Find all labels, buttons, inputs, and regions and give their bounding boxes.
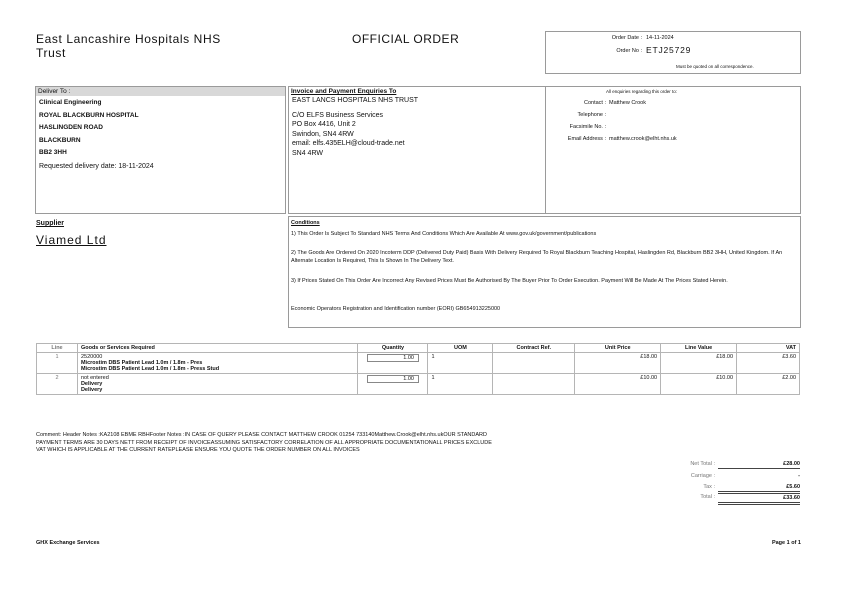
contact-label: Contact : <box>583 100 606 106</box>
col-header-goods: Goods or Services Required <box>77 344 358 353</box>
condition-1: 1) This Order Is Subject To Standard NHS Terms And Conditions Which Are Available At www.gov.uk/government/publications <box>291 231 597 237</box>
tax-label: Tax : <box>703 484 715 490</box>
col-header-line-value: Line Value <box>661 344 737 353</box>
total-value: £33.60 <box>718 493 800 505</box>
goods-line: not entered <box>80 375 109 381</box>
org-name <box>36 32 221 60</box>
requested-delivery-date: Requested delivery date: 18-11-2024 <box>39 163 154 170</box>
invoice-heading: Invoice and Payment Enquiries To <box>291 88 397 95</box>
quantity-value: 1.00 <box>367 375 419 383</box>
line-number: 1 <box>37 353 78 374</box>
goods-description <box>77 353 358 374</box>
quote-note: Must be quoted on all correspondence. <box>676 64 754 69</box>
vat-value: £3.60 <box>737 353 800 374</box>
conditions-box <box>288 216 801 328</box>
net-total-label: Net Total : <box>690 461 715 467</box>
order-no-value: ETJ25729 <box>646 45 692 55</box>
supplier-name: Viamed Ltd <box>36 233 107 247</box>
uom-value: 1 <box>428 353 493 374</box>
condition-3: 3) If Prices Stated On This Order Are Incorrect Any Revised Prices Must Be Authorised By The Buyer Prior To Order Execution. Payment Will Be Made At The Prices Stated Herein. <box>291 278 728 284</box>
deliver-line: BB2 3HH <box>39 149 67 156</box>
goods-line: Microstim DBS Patient Lead 1.0m / 1.8m - Pres <box>80 360 203 366</box>
contract-ref-value <box>493 353 575 374</box>
comment-line: Comment: Header Notes :KA2108 EBME RBHFooter Notes :IN CASE OF QUERY PLEASE CONTACT MATTHEW CROOK 01254 733140Matthew.Crook@elht.nhs.ukOUR STANDARD <box>36 432 487 438</box>
table-header-row <box>37 344 800 353</box>
email-label: Email Address : <box>567 136 606 142</box>
carriage-label: Carriage : <box>690 473 715 479</box>
col-header-uom: UOM <box>428 344 493 353</box>
comment-line: VAT WHICH IS APPLICABLE AT THE CURRENT RATEPLEASE ENSURE YOU QUOTE THE ORDER NUMBER ON ALL INVOICES <box>36 447 360 453</box>
deliver-line: BLACKBURN <box>39 136 81 144</box>
goods-line: Microstim DBS Patient Lead 1.0m / 1.8m - Press Stud <box>80 366 220 372</box>
document-title: OFFICIAL ORDER <box>352 32 460 46</box>
eori-number: Economic Operators Registration and Identification number (EORI) GB654913225000 <box>291 306 501 312</box>
line-number: 2 <box>37 374 78 395</box>
uom-value: 1 <box>428 374 493 395</box>
goods-line: 2520000 <box>80 354 103 360</box>
col-header-quantity: Quantity <box>358 344 428 353</box>
quantity-value: 1.00 <box>367 354 419 362</box>
deliver-to-heading: Deliver To : <box>36 87 285 96</box>
col-header-line: Line <box>37 344 78 353</box>
order-comment <box>36 432 796 455</box>
tax-value: £5.60 <box>718 483 800 492</box>
telephone-label: Telephone : <box>577 112 606 118</box>
goods-line: Delivery <box>80 387 103 393</box>
deliver-line: HASLINGDEN ROAD <box>39 124 103 131</box>
net-total-value: £28.00 <box>718 460 800 469</box>
vat-value: £2.00 <box>737 374 800 395</box>
comment-line: PAYMENT TERMS ARE 30 DAYS NETT FROM RECEIPT OF INVOICEASSUMING SATISFACTORY CORRELATION OF ALL APPROPRIATE DOCUMENTATIONALL PRICES EXCLUDE <box>36 439 492 446</box>
invoice-line: email: elfs.435ELH@cloud-trade.net <box>292 140 405 147</box>
line-value: £10.00 <box>661 374 737 395</box>
invoice-address <box>292 96 418 158</box>
deliver-address <box>39 97 139 160</box>
supplier-heading: Supplier <box>36 220 65 227</box>
line-value: £18.00 <box>661 353 737 374</box>
goods-description <box>77 374 358 395</box>
deliver-line: ROYAL BLACKBURN HOSPITAL <box>39 111 139 119</box>
conditions-heading: Conditions <box>291 220 320 226</box>
unit-price-value: £18.00 <box>575 353 661 374</box>
order-info-box <box>545 31 801 74</box>
order-date-label: Order Date : <box>611 35 642 41</box>
contact-value: Matthew Crook <box>609 100 646 106</box>
invoice-box <box>288 86 546 214</box>
invoice-line: PO Box 4416, Unit 2 <box>292 121 356 128</box>
order-date-value: 14-11-2024 <box>646 35 674 41</box>
table-row <box>37 353 800 374</box>
order-items-table <box>36 343 800 395</box>
invoice-line: C/O ELFS Business Services <box>292 111 384 119</box>
fax-label: Facsimile No. : <box>569 124 606 130</box>
condition-2: 2) The Goods Are Ordered On 2020 Incoterm DDP (Delivered Duty Paid) Basis With Delivery Required To Royal Blackburn Teaching Hospital, Haslingden Rd, Blackburn BB2 3HH, United Kingdom. If An Alternate Location Is Required, This Is Shown In The Delivery Text. <box>291 250 783 264</box>
invoice-line: Swindon, SN4 4RW <box>292 130 354 138</box>
enquiries-heading: All enquiries regarding this order to: <box>606 89 678 94</box>
total-label: Total : <box>700 494 715 500</box>
table-row <box>37 374 800 395</box>
org-name-line2: Trust <box>36 46 66 60</box>
contract-ref-value <box>493 374 575 395</box>
invoice-line: SN4 4RW <box>292 149 323 157</box>
deliver-to-box <box>35 86 286 214</box>
order-no-label: Order No : <box>616 48 642 54</box>
goods-line: Delivery <box>80 381 103 387</box>
org-name-line1: East Lancashire Hospitals NHS <box>36 32 221 46</box>
col-header-vat: VAT <box>737 344 800 353</box>
col-header-unit-price: Unit Price <box>575 344 661 353</box>
unit-price-value: £10.00 <box>575 374 661 395</box>
invoice-line: EAST LANCS HOSPITALS NHS TRUST <box>292 97 419 104</box>
enquiries-box <box>545 86 801 214</box>
page-number: Page 1 of 1 <box>771 540 801 546</box>
deliver-line: Clinical Engineering <box>39 99 102 106</box>
carriage-value: - <box>798 473 800 479</box>
footer-left: GHX Exchange Services <box>36 540 100 546</box>
col-header-contract-ref: Contract Ref. <box>493 344 575 353</box>
email-value: matthew.crook@elht.nhs.uk <box>609 136 677 142</box>
